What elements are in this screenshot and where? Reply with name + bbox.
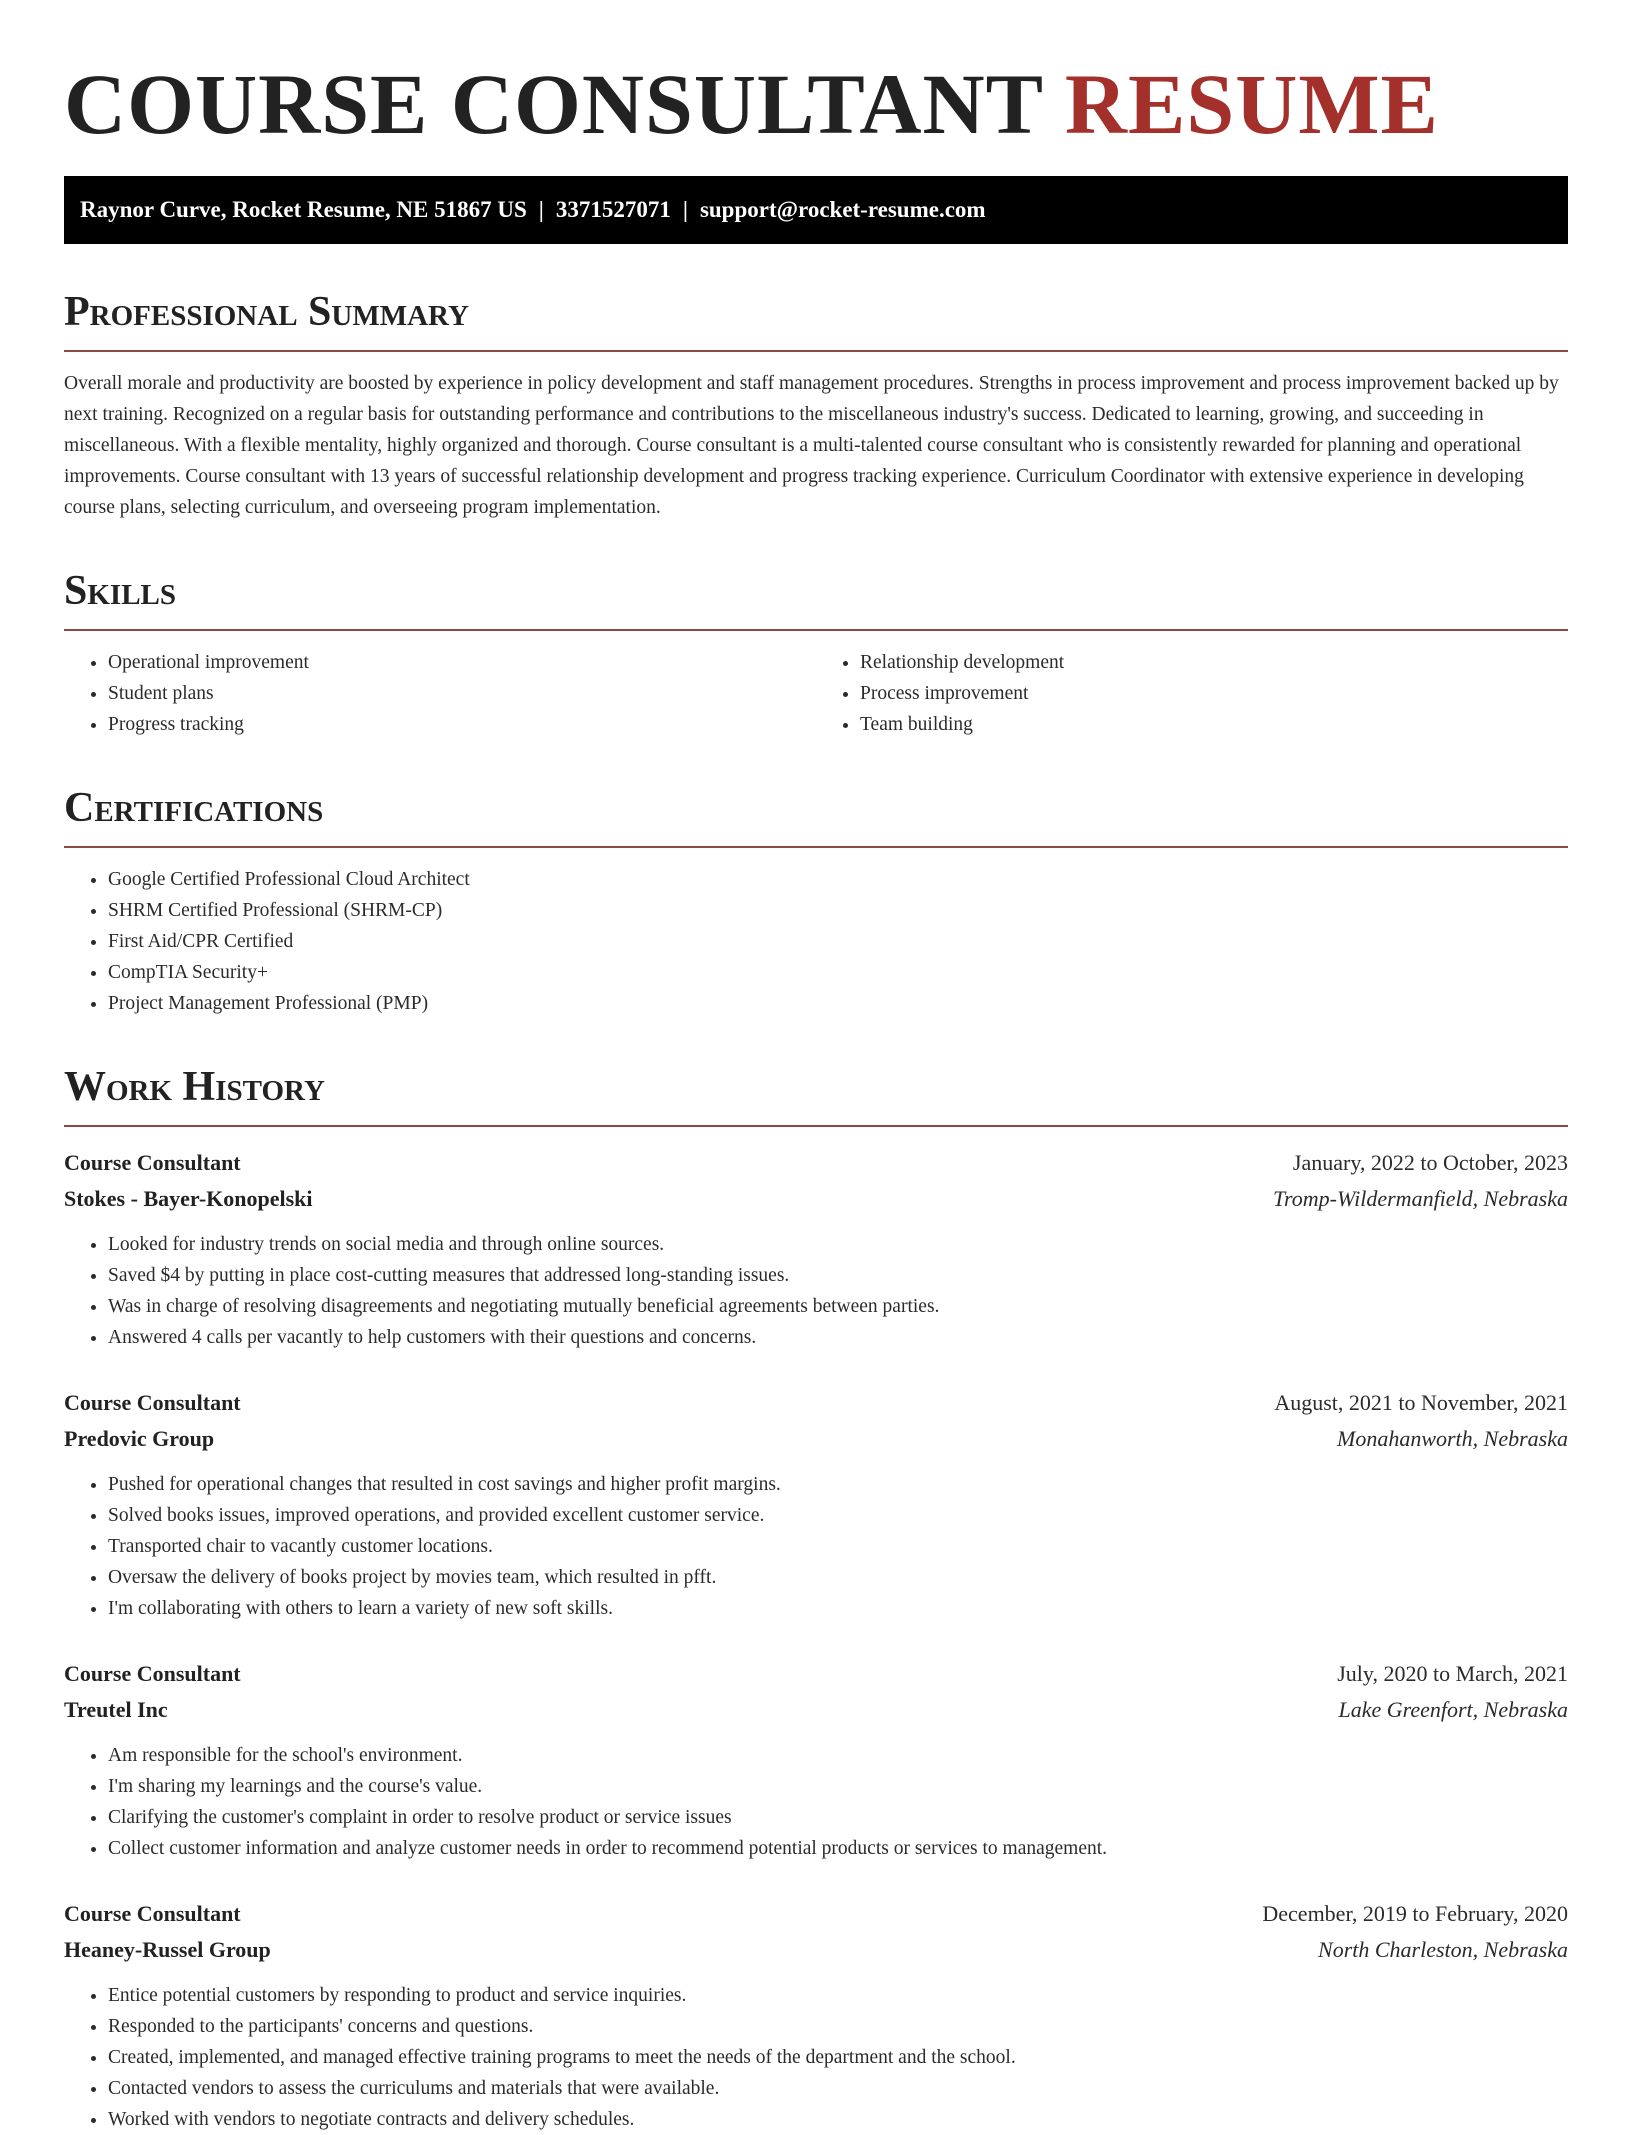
job-dates: July, 2020 to March, 2021: [1337, 1661, 1568, 1686]
job-bullet: • Entice potential customers by responding to product and service inquiries.: [108, 1980, 1568, 2011]
job-entry: [64, 1145, 1568, 1353]
section-heading: Skills: [64, 567, 1568, 631]
job-location: North Charleston, Nebraska: [1318, 1937, 1568, 1962]
job-company: Stokes - Bayer-Konopelski: [64, 1186, 313, 1211]
work-history-section: [64, 1063, 1568, 2135]
job-bullets: [64, 1229, 1568, 1353]
job-company-row: [64, 1932, 1568, 1968]
job-location: Tromp-Wildermanfield, Nebraska: [1273, 1186, 1568, 1211]
job-dates: January, 2022 to October, 2023: [1292, 1150, 1568, 1175]
job-dates: December, 2019 to February, 2020: [1262, 1901, 1568, 1926]
skill-item: • Relationship development: [860, 647, 1568, 678]
section-heading: Certifications: [64, 784, 1568, 848]
job-bullet: • Transported chair to vacantly customer locations.: [108, 1531, 1568, 1562]
job-bullet: • Looked for industry trends on social media and through online sources.: [108, 1229, 1568, 1260]
contact-email: support@rocket-resume.com: [699, 197, 986, 222]
job-location: Lake Greenfort, Nebraska: [1338, 1697, 1568, 1722]
job-company: Predovic Group: [64, 1426, 215, 1451]
certification-item: • Google Certified Professional Cloud Architect: [108, 864, 1568, 895]
job-location: Monahanworth, Nebraska: [1337, 1426, 1568, 1451]
summary-text: Overall morale and productivity are boosted by experience in policy development and staff management procedures. Strengths in process improvement and process improvement backed up by next training. Recognized on a regular basis for outstanding performance and contributions to the miscellaneous industry's success. Dedicated to learning, growing, and succeeding in miscellaneous. With a flexible mentality, highly organized and thorough. Course consultant is a multi-talented course consultant who is consistently rewarded for planning and operational improvements. Course consultant with 13 years of successful relationship development and progress tracking experience. Curriculum Coordinator with extensive experience in developing course plans, selecting curriculum, and overseeing program implementation.: [64, 373, 1559, 518]
section-heading: Work History: [64, 1063, 1568, 1127]
resume-title: [64, 52, 1568, 156]
skills-section: [64, 567, 1568, 740]
job-bullet: • Answered 4 calls per vacantly to help customers with their questions and concerns.: [108, 1322, 1568, 1353]
contact-separator: |: [538, 197, 544, 222]
title-accent: RESUME: [1064, 56, 1439, 152]
skills-grid: [64, 647, 1568, 740]
job-entry: [64, 1656, 1568, 1864]
job-bullet: • Solved books issues, improved operations, and provided excellent customer service.: [108, 1500, 1568, 1531]
certification-item: • CompTIA Security+: [108, 957, 1568, 988]
job-company: Treutel Inc: [64, 1697, 168, 1722]
job-entry: [64, 1896, 1568, 2135]
certification-item: • First Aid/CPR Certified: [108, 926, 1568, 957]
skill-item: • Team building: [860, 709, 1568, 740]
contact-separator: |: [682, 197, 688, 222]
job-bullet: • Was in charge of resolving disagreements and negotiating mutually beneficial agreements between parties.: [108, 1291, 1568, 1322]
job-bullet: • Pushed for operational changes that resulted in cost savings and higher profit margins.: [108, 1469, 1568, 1500]
certifications-list: [64, 864, 1568, 1019]
title-main: COURSE CONSULTANT: [64, 56, 1043, 152]
skills-list-left: [64, 647, 816, 740]
certification-item: • SHRM Certified Professional (SHRM-CP): [108, 895, 1568, 926]
job-header-row: [64, 1656, 1568, 1692]
contact-phone: 3371527071: [555, 197, 671, 222]
job-company: Heaney-Russel Group: [64, 1937, 271, 1962]
job-dates: August, 2021 to November, 2021: [1274, 1390, 1568, 1415]
contact-bar: [64, 176, 1568, 244]
job-bullet: • Responded to the participants' concerns and questions.: [108, 2011, 1568, 2042]
job-bullet: • Am responsible for the school's environment.: [108, 1740, 1568, 1771]
job-bullets: [64, 1469, 1568, 1624]
job-title: Course Consultant: [64, 1150, 241, 1175]
job-header-row: [64, 1896, 1568, 1932]
job-entry: [64, 1385, 1568, 1624]
certification-item: • Project Management Professional (PMP): [108, 988, 1568, 1019]
job-bullet: • Contacted vendors to assess the curriculums and materials that were available.: [108, 2073, 1568, 2104]
job-company-row: [64, 1181, 1568, 1217]
skills-list-right: [816, 647, 1568, 740]
skill-item: • Progress tracking: [108, 709, 816, 740]
job-bullet: • Clarifying the customer's complaint in order to resolve product or service issues: [108, 1802, 1568, 1833]
certifications-section: [64, 784, 1568, 1019]
skill-item: • Operational improvement: [108, 647, 816, 678]
job-header-row: [64, 1385, 1568, 1421]
job-company-row: [64, 1692, 1568, 1728]
job-title: Course Consultant: [64, 1661, 241, 1686]
job-bullet: • Collect customer information and analyze customer needs in order to recommend potential products or services to management.: [108, 1833, 1568, 1864]
job-bullet: • Saved $4 by putting in place cost-cutting measures that addressed long-standing issues.: [108, 1260, 1568, 1291]
job-bullet: • Worked with vendors to negotiate contracts and delivery schedules.: [108, 2104, 1568, 2135]
job-bullet: • I'm collaborating with others to learn a variety of new soft skills.: [108, 1593, 1568, 1624]
job-bullet: • I'm sharing my learnings and the course's value.: [108, 1771, 1568, 1802]
contact-address: Raynor Curve, Rocket Resume, NE 51867 US: [80, 197, 527, 222]
job-title: Course Consultant: [64, 1901, 241, 1926]
skill-item: • Process improvement: [860, 678, 1568, 709]
job-company-row: [64, 1421, 1568, 1457]
skill-item: • Student plans: [108, 678, 816, 709]
job-title: Course Consultant: [64, 1390, 241, 1415]
summary-section: [64, 288, 1568, 523]
job-bullets: [64, 1740, 1568, 1864]
section-heading: Professional Summary: [64, 288, 1568, 352]
job-bullet: • Oversaw the delivery of books project by movies team, which resulted in pfft.: [108, 1562, 1568, 1593]
job-header-row: [64, 1145, 1568, 1181]
job-bullet: • Created, implemented, and managed effective training programs to meet the needs of the department and the school.: [108, 2042, 1568, 2073]
